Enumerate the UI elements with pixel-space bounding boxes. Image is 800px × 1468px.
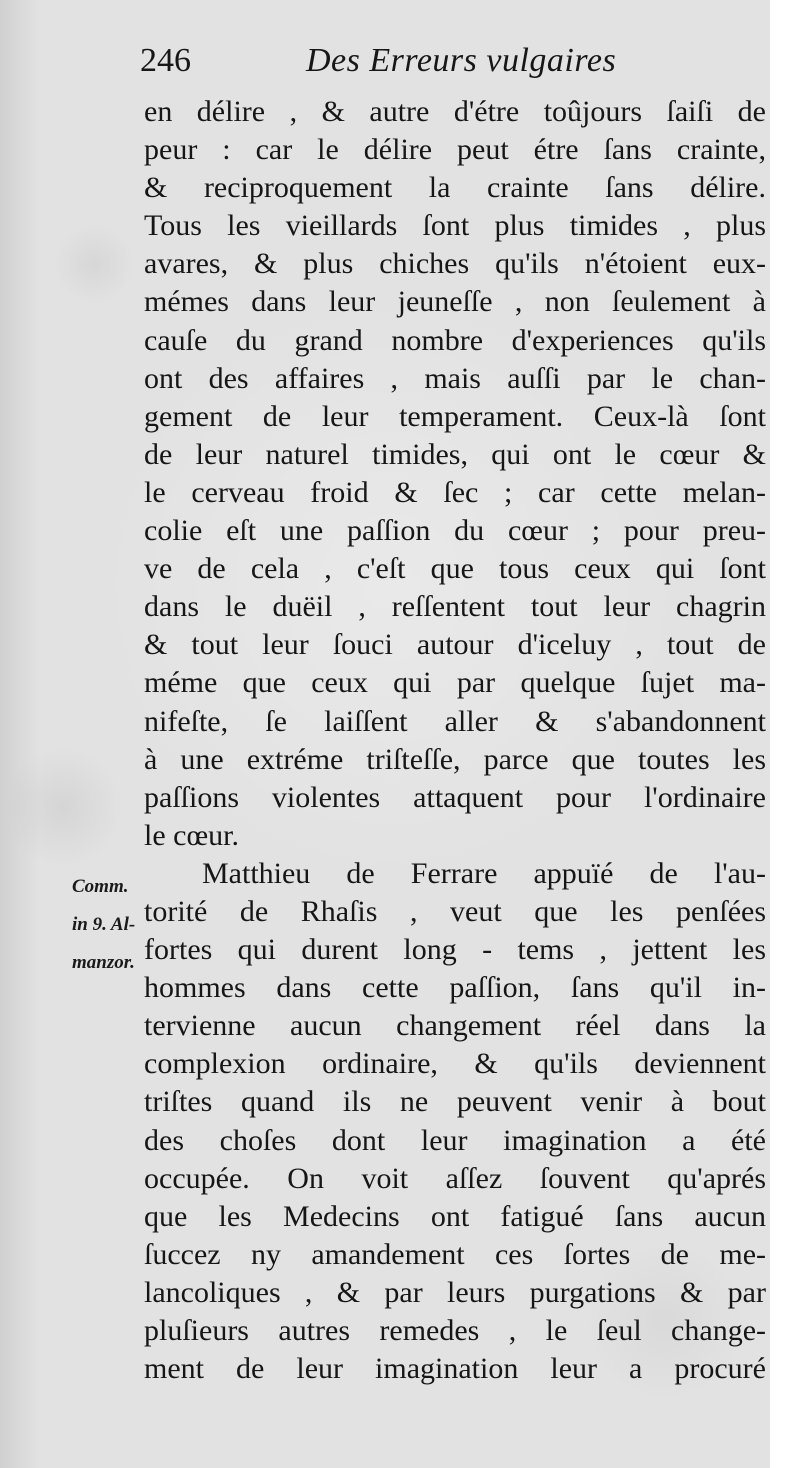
text-line: & tout leur ſouci autour d'iceluy , tout de <box>144 628 766 662</box>
margin-note-line: Comm. <box>72 876 129 897</box>
margin-note-line: in 9. Al- <box>72 914 136 935</box>
text-line: peur : car le délire peut étre ſans crainte, <box>144 133 766 167</box>
text-line: de leur naturel timides, qui ont le cœur & <box>144 437 766 471</box>
text-line: cauſe du grand nombre d'experiences qu'ils <box>144 323 766 357</box>
body-text <box>144 93 766 1388</box>
text-line: paſſions violentes attaquent pour l'ordinaire <box>144 780 766 814</box>
margin-note-line: manzor. <box>72 952 135 973</box>
gutter-shadow <box>0 0 40 1468</box>
text-line: à une extréme triſteſſe, parce que toutes les <box>144 742 766 776</box>
text-line: ve de cela , c'eſt que tous ceux qui ſont <box>144 552 766 586</box>
text-line: le cerveau froid & ſec ; car cette melan- <box>144 475 766 509</box>
text-line: & reciproquement la crainte ſans délire. <box>144 171 766 205</box>
text-line: dans le duëil , reſſentent tout leur chagrin <box>144 590 766 624</box>
text-line: mémes dans leur jeuneſſe , non ſeulement à <box>144 285 766 319</box>
text-line: que les Medecins ont fatigué ſans aucun <box>144 1199 766 1233</box>
paragraph-start-line: Matthieu de Ferrare appuïé de l'au- <box>202 856 766 890</box>
text-line: le cœur. <box>144 818 239 852</box>
margin-note <box>72 868 156 982</box>
scan-border <box>770 0 800 1468</box>
text-line: ont des affaires , mais auſſi par le chan- <box>144 361 766 395</box>
text-line: complexion ordinaire, & qu'ils deviennent <box>144 1047 766 1081</box>
text-line: gement de leur temperament. Ceux-là ſont <box>144 399 766 433</box>
text-line: méme que ceux qui par quelque ſujet ma- <box>144 666 766 700</box>
text-line: hommes dans cette paſſion, ſans qu'il in- <box>144 971 766 1005</box>
text-line: triſtes quand ils ne peuvent venir à bout <box>144 1085 766 1119</box>
text-line: torité de Rhaſis , veut que les penſées <box>144 894 766 928</box>
text-line: Tous les vieillards ſont plus timides , plus <box>144 209 766 243</box>
text-line: ſuccez ny amandement ces ſortes de me- <box>144 1237 766 1271</box>
text-line: nifeſte, ſe laiſſent aller & s'abandonnent <box>144 704 766 738</box>
text-line: ment de leur imagination leur a procuré <box>144 1352 766 1386</box>
text-line: des choſes dont leur imagination a été <box>144 1123 766 1157</box>
text-line: fortes qui durent long - tems , jettent les <box>144 933 766 967</box>
running-head <box>140 42 660 92</box>
text-line: avares, & plus chiches qu'ils n'étoient eux- <box>144 247 766 281</box>
text-line: lancoliques , & par leurs purgations & par <box>144 1275 766 1309</box>
text-line: occupée. On voit aſſez ſouvent qu'aprés <box>144 1161 766 1195</box>
page-number: 246 <box>140 42 191 79</box>
text-line: en délire , & autre d'étre toûjours ſaiſi de <box>144 95 766 128</box>
text-line: pluſieurs autres remedes , le ſeul change- <box>144 1314 766 1347</box>
running-title: Des Erreurs vulgaires <box>306 42 617 79</box>
text-line: tervienne aucun changement réel dans la <box>144 1009 766 1043</box>
text-line: colie eſt une paſſion du cœur ; pour preu- <box>144 514 766 548</box>
